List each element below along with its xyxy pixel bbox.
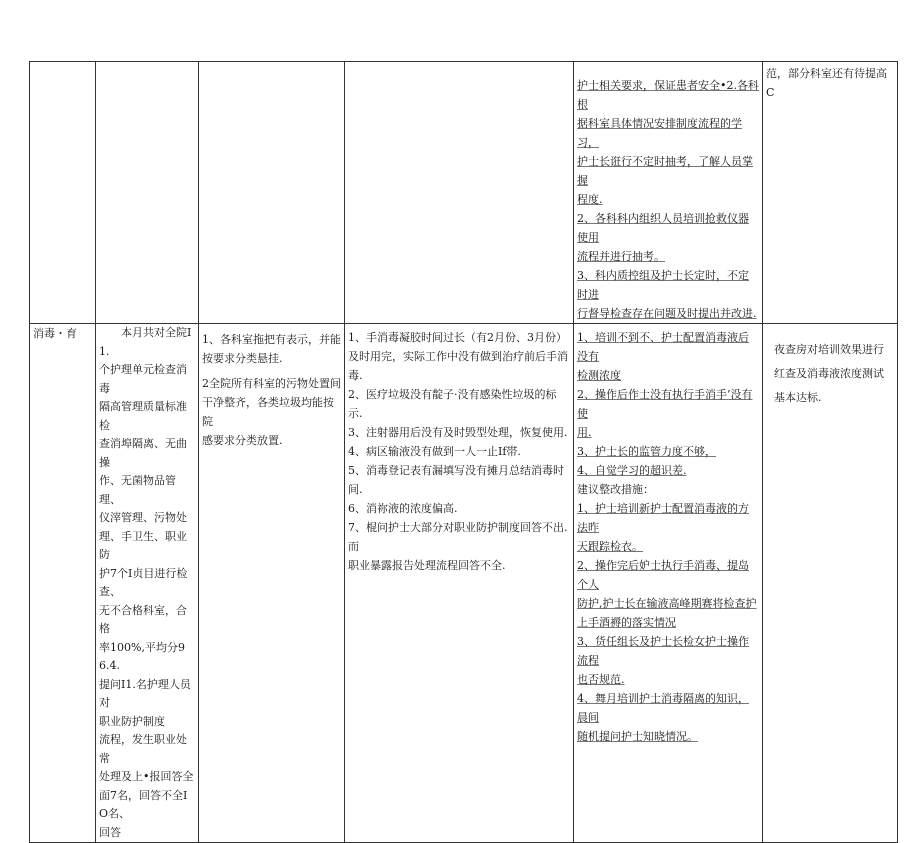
text-line: 7、棍问护士大部分对职业防护制度回答不出.而 [348, 521, 568, 553]
text-line: 1、培训不到不、护士配置消毒液后没有 [577, 331, 749, 363]
text-line: 1、各科室拖把有表示，并能 [202, 333, 341, 346]
text-line: 回答 [99, 825, 121, 839]
text-line: 2、操作后作士没有执行手消手’没有使 [577, 388, 753, 420]
text-line: 护7个I贞目进行检查、 [99, 566, 188, 598]
text-line: 上手酒褥的落实情况 [577, 616, 676, 629]
text-line: 范，部分科室还有待提高C [766, 67, 887, 99]
text-line: 隔高管理质量标准检 [99, 400, 187, 432]
text-line: 3、货任组长及护士长检女护士操作流程 [577, 635, 749, 667]
text-line: 理、手卫生、职业防 [99, 529, 187, 561]
text-line: 护士长诳行不定时抽考，了解人员掌握 [577, 155, 753, 187]
text-line: 基本达标. [774, 391, 822, 404]
text-line: 2、各科科内组织人员培训抢救仪器使用 [577, 212, 749, 244]
table-row [30, 324, 898, 843]
text-line: 1、护士培训新护士配置消毒液的方法昨 [577, 502, 749, 534]
text-line: 无不合格科室，合格 [99, 603, 187, 635]
text-line: 2全院所有科室的污物处置间 [202, 377, 341, 390]
text-line: 2、医疗垃圾没有靛子·没有感染性垃圾的标示. [348, 388, 557, 420]
text-line: 4、自觉学习的超识差. [577, 464, 687, 477]
text-line: 行督导检查存在问题及时提出并改进. [577, 307, 757, 320]
text-line: 本月共对全院I1. [99, 326, 192, 358]
text-line: 流程并进行抽考。 [577, 250, 665, 263]
text-line: 4、病区输液没有做到一人一止If帯. [348, 445, 521, 458]
text-line: 流程，发生职业处常 [99, 733, 187, 765]
text-line: 毒. [348, 369, 363, 382]
text-line: 职业防护制度 [99, 714, 165, 728]
text-line: 感要求分类放置. [202, 434, 283, 447]
row2-category-cell [30, 324, 96, 843]
text-line: 据科室具体情况安排制度流程的学习， [577, 117, 742, 149]
text-line: 提问I1.名护理人员对 [99, 677, 191, 709]
text-line: 防护,护士长在输液高峰期赛将检查护 [577, 597, 757, 610]
text-line: 建议整改措施： [577, 483, 654, 496]
text-line: 个护理单元检查消毒 [99, 363, 187, 395]
text-line: 职业暴露报告处理流程回答不全. [348, 559, 506, 572]
text-line: 随机提问护士知晓情况。 [577, 730, 698, 743]
text-line: 查消埠隔离、无曲操 [99, 437, 187, 469]
text-line: 面7名，回答不全IO名、 [99, 788, 188, 820]
text-line: 5、消毒登记表有漏填写没有摊月总结消毒时间. [348, 464, 564, 496]
text-line: 检测浓度 [577, 369, 621, 382]
row2-problems-cell [345, 324, 574, 843]
category-label: 消毒・育 [33, 327, 77, 340]
row1-col3-cell [199, 62, 345, 324]
text-line: 用. [577, 426, 592, 439]
text-line: 3、科内质控组及护士长定时，不定时进 [577, 269, 749, 301]
text-line: 红查及消毒液浓度测试 [774, 367, 884, 380]
row2-analysis-cell [574, 324, 763, 843]
text-line: 作、无菌物品管理、 [99, 474, 176, 506]
text-line: 3、护士长的监管力度不够， [577, 445, 716, 458]
row2-strengths-cell [199, 324, 345, 843]
text-line: 天跟踪检衣。 [577, 540, 643, 553]
text-line: 也否规范. [577, 673, 625, 686]
row1-col2-cell [96, 62, 199, 324]
row1-col5-cell [574, 62, 763, 324]
text-line: 处理及上•报回答全 [99, 770, 194, 783]
row2-summary-cell [96, 324, 199, 843]
row1-col6-cell [763, 62, 898, 324]
row2-evaluation-cell [763, 324, 898, 843]
text-line: 及时用完，实际工作中没有做到治疗前后手消 [348, 350, 568, 363]
text-line: 按要求分类悬挂. [202, 352, 283, 365]
text-line: 6、消祢液的浓度偏高. [348, 502, 458, 515]
text-line: 3、注射器用后没有及时毁型处理，恢复使用. [348, 426, 568, 439]
inspection-table [29, 61, 898, 843]
text-line: 4、舞月培训护士消毒隔离的知识，晨间 [577, 692, 749, 724]
text-line: 干净整齐，各类垃圾均能按院 [202, 396, 334, 428]
text-line: 护士相关要求，保证患者安全•2.各科根 [577, 79, 759, 111]
text-line: 1、手消毒凝胶时间过长（有2月份、3月份） [348, 331, 567, 344]
text-line: 仪滓管理、污物处 [99, 511, 187, 524]
text-line: 程度. [577, 193, 603, 206]
row1-col1-cell [30, 62, 96, 324]
text-line: 2、操作完后妒士执行手消毒、提岛个人 [577, 559, 749, 591]
text-line: 率100%,平均分96.4. [99, 640, 185, 672]
table-row [30, 62, 898, 324]
text-line: 夜查房对培训效果进行 [774, 343, 884, 356]
row1-col4-cell [345, 62, 574, 324]
